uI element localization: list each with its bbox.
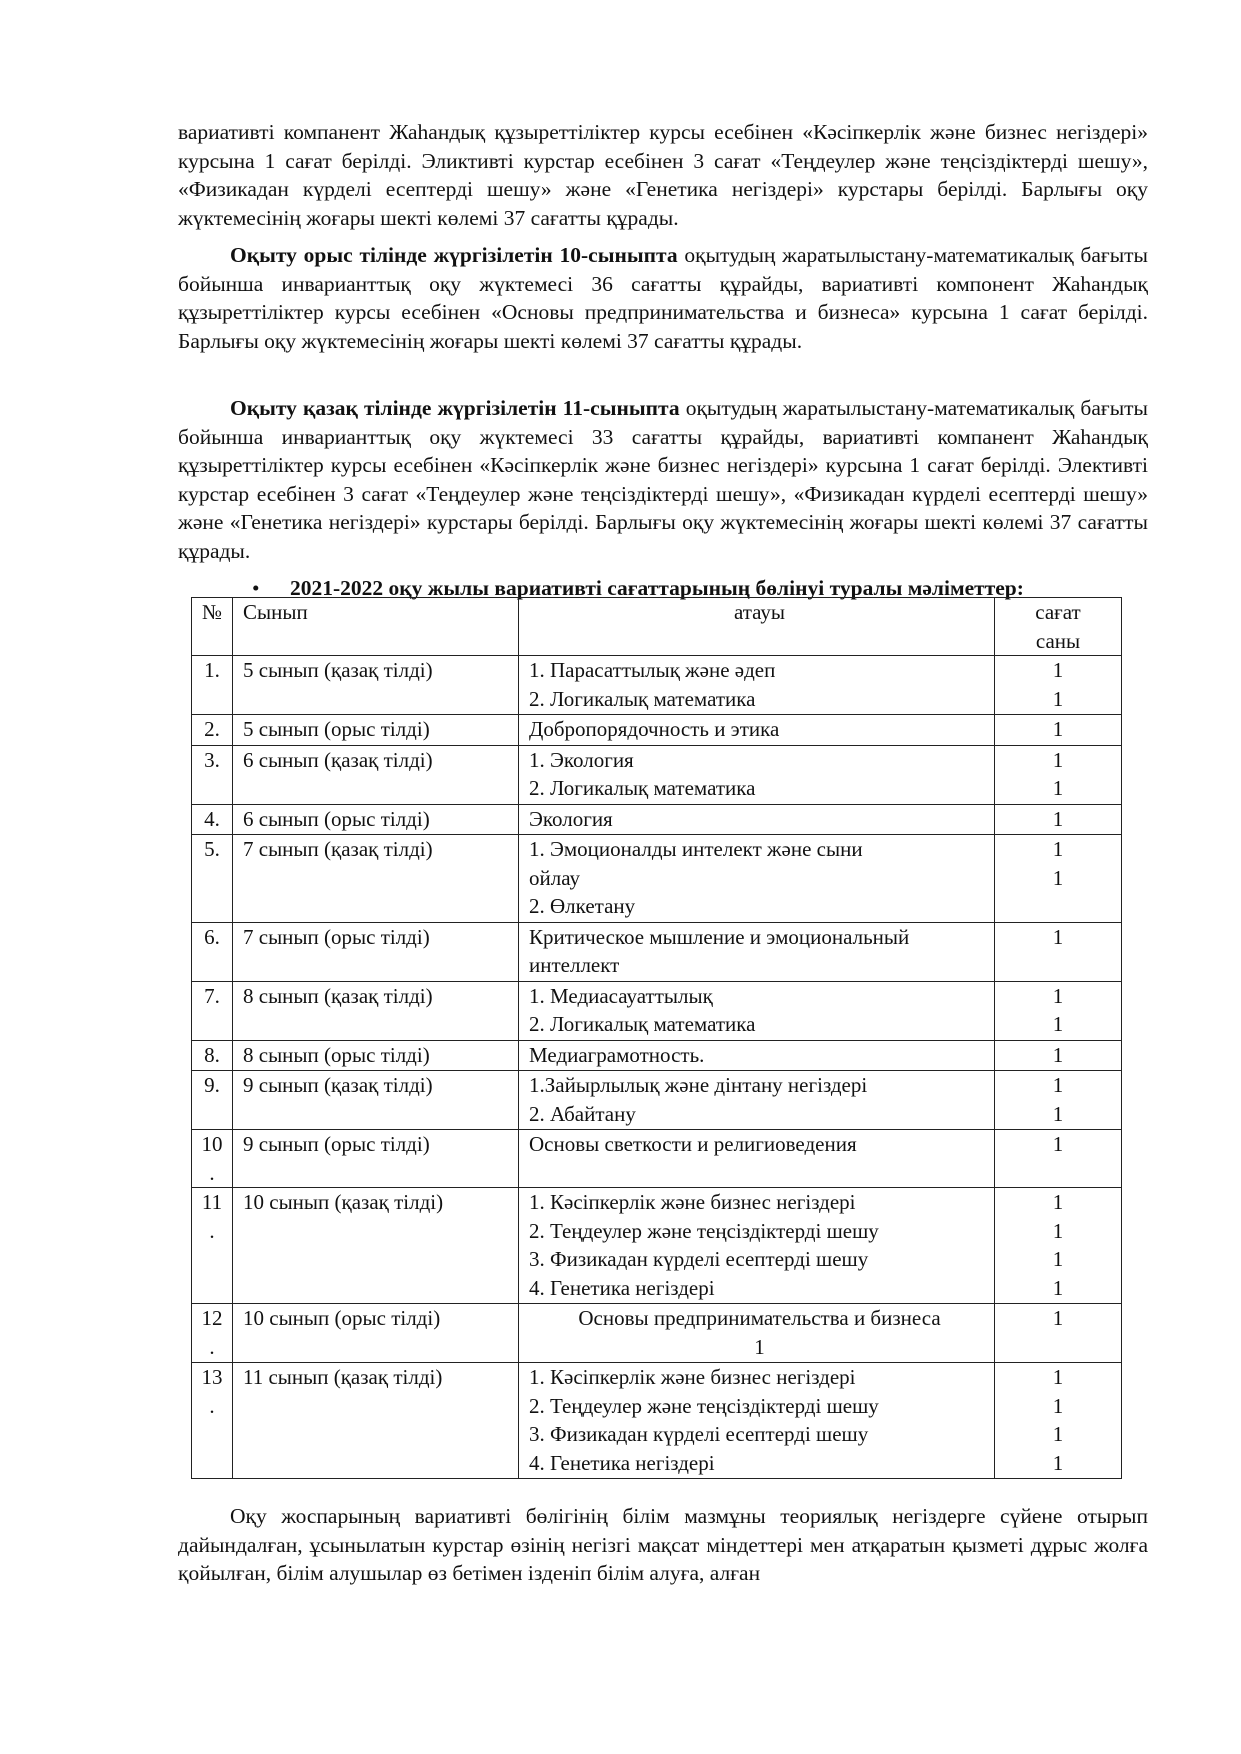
cell-number: 10 . [192, 1130, 233, 1188]
table-row [192, 981, 1122, 1040]
cell-grade: 5 сынып (қазақ тілді) [233, 656, 519, 715]
cell-grade: 10 сынып (орыс тілді) [233, 1304, 519, 1363]
cell-number: 5. [192, 835, 233, 923]
paragraph-3-bold: Оқыту қазақ тілінде жүргізілетін 11-сыныпта [230, 396, 680, 420]
cell-grade: 6 сынып (орыс тілді) [233, 804, 519, 835]
cell-number: 6. [192, 922, 233, 981]
cell-course-name: 1.Зайырлылық және дінтану негіздері 2. Абайтану [519, 1071, 995, 1130]
cell-hours: 1 1 [995, 1071, 1122, 1130]
cell-hours: 1 1 1 1 [995, 1188, 1122, 1304]
cell-grade: 9 сынып (орыс тілді) [233, 1130, 519, 1188]
cell-hours: 1 [995, 922, 1122, 981]
cell-grade: 9 сынып (қазақ тілді) [233, 1071, 519, 1130]
cell-hours: 1 1 [995, 745, 1122, 804]
table-row [192, 922, 1122, 981]
cell-grade: 11 сынып (қазақ тілді) [233, 1363, 519, 1479]
header-hours: сағат саны [995, 598, 1122, 656]
cell-number: 11 . [192, 1188, 233, 1304]
cell-number: 9. [192, 1071, 233, 1130]
cell-grade: 8 сынып (орыс тілді) [233, 1040, 519, 1071]
paragraph-1: вариативті компанент Жаһандық құзыреттіліктер курсы есебінен «Кәсіпкерлік және бизнес негіздері» курсына 1 сағат берілді. Эликтивті курстар есебінен 3 сағат «Теңдеулер және теңсіздіктерді шешу», «Физикадан күрделі есептерді шешу» және «Генетика негіздері» курстары берілді. Барлығы оқу жүктемесінің жоғары шекті көлемі 37 сағатты құрады. [178, 120, 1148, 230]
cell-number: 7. [192, 981, 233, 1040]
table-row [192, 1040, 1122, 1071]
table-heading-text: 2021-2022 оқу жылы вариативті сағаттарының бөлінуі туралы мәліметтер: [290, 576, 1024, 600]
paragraph-4 [178, 1502, 1148, 1588]
cell-grade: 7 сынып (қазақ тілді) [233, 835, 519, 923]
paragraph-2 [178, 241, 1148, 355]
table-header-row [192, 598, 1122, 656]
cell-number: 12 . [192, 1304, 233, 1363]
cell-number: 4. [192, 804, 233, 835]
header-number: № [192, 598, 233, 656]
cell-hours: 1 [995, 1040, 1122, 1071]
cell-hours: 1 1 [995, 656, 1122, 715]
cell-number: 1. [192, 656, 233, 715]
cell-hours: 1 [995, 715, 1122, 746]
cell-course-name: Критическое мышление и эмоциональный интеллект [519, 922, 995, 981]
table-row [192, 656, 1122, 715]
cell-grade: 10 сынып (қазақ тілді) [233, 1188, 519, 1304]
table-row [192, 804, 1122, 835]
cell-course-name: Экология [519, 804, 995, 835]
table-row [192, 1188, 1122, 1304]
paragraph-3-text: оқытудың жаратылыстану-математикалық бағыты бойынша инварианттық оқу жүктемесі 33 сағатты құрайды, вариативті компанент Жаһандық құзыреттіліктер курсы есебінен «Кәсіпкерлік және бизнес негіздері» курсына 1 сағат берілді. Элективті курстар есебінен 3 сағат «Теңдеулер және теңсіздіктерді шешу», «Физикадан күрделі есептерді шешу» және «Генетика негіздері» курстары берілді. Барлығы оқу жүктемесінің жоғары шекті көлемі 37 сағатты құрады. [178, 396, 1148, 563]
variative-hours-table [191, 597, 1122, 1479]
cell-number: 13 . [192, 1363, 233, 1479]
cell-grade: 8 сынып (қазақ тілді) [233, 981, 519, 1040]
cell-course-name: 1. Эмоционалды интелект және сыни ойлау 2. Өлкетану [519, 835, 995, 923]
cell-hours: 1 1 [995, 981, 1122, 1040]
cell-course-name: Основы светкости и религиоведения [519, 1130, 995, 1188]
table-row [192, 1363, 1122, 1479]
header-grade: Сынып [233, 598, 519, 656]
paragraph-4-text: Оқу жоспарының вариативті бөлігінің білім мазмұны теориялық негіздерге сүйене отырып дайындалған, ұсынылатын курстар өзінің негізгі мақсат міндеттері мен атқаратын қызметі дұрыс жолға қойылған, білім алушылар өз бетімен ізденіп білім алуға, алған [178, 1504, 1148, 1585]
cell-grade: 5 сынып (орыс тілді) [233, 715, 519, 746]
cell-hours: 1 [995, 1130, 1122, 1188]
cell-hours: 1 1 [995, 835, 1122, 923]
cell-course-name: 1. Парасаттылық және әдеп 2. Логикалық математика [519, 656, 995, 715]
cell-course-name: 1. Экология 2. Логикалық математика [519, 745, 995, 804]
cell-grade: 6 сынып (қазақ тілді) [233, 745, 519, 804]
table-row [192, 1304, 1122, 1363]
paragraph-3 [178, 394, 1148, 565]
table-row [192, 1071, 1122, 1130]
cell-hours: 1 [995, 804, 1122, 835]
cell-course-name: Основы предпринимательства и бизнеса 1 [519, 1304, 995, 1363]
cell-course-name: Медиаграмотность. [519, 1040, 995, 1071]
paragraph-2-bold: Оқыту орыс тілінде жүргізілетін 10-сыныпта [230, 243, 678, 267]
cell-number: 8. [192, 1040, 233, 1071]
cell-number: 3. [192, 745, 233, 804]
paragraph-2-text: оқытудың жаратылыстану-математикалық бағыты бойынша инварианттық оқу жүктемесі 36 сағатты құрайды, вариативті компонент Жаһандық құзыреттіліктер курсы есебінен «Основы предпринимательства и бизнеса» курсына 1 сағат берілді. Барлығы оқу жүктемесінің жоғары шекті көлемі 37 сағатты құрады. [178, 243, 1148, 353]
table-row [192, 745, 1122, 804]
cell-hours: 1 [995, 1304, 1122, 1363]
table-row [192, 715, 1122, 746]
cell-hours: 1 1 1 1 [995, 1363, 1122, 1479]
cell-course-name: 1. Кәсіпкерлік және бизнес негіздері 2. Теңдеулер және теңсіздіктерді шешу 3. Физикадан күрделі есептерді шешу 4. Генетика негіздері [519, 1188, 995, 1304]
cell-course-name: Добропорядочность и этика [519, 715, 995, 746]
cell-number: 2. [192, 715, 233, 746]
bullet-icon: • [252, 576, 260, 600]
cell-course-name: 1. Медиасауаттылық 2. Логикалық математика [519, 981, 995, 1040]
table-row [192, 835, 1122, 923]
cell-course-name: 1. Кәсіпкерлік және бизнес негіздері 2. Теңдеулер және теңсіздіктерді шешу 3. Физикадан күрделі есептерді шешу 4. Генетика негіздері [519, 1363, 995, 1479]
table-row [192, 1130, 1122, 1188]
header-name: атауы [519, 598, 995, 656]
cell-grade: 7 сынып (орыс тілді) [233, 922, 519, 981]
